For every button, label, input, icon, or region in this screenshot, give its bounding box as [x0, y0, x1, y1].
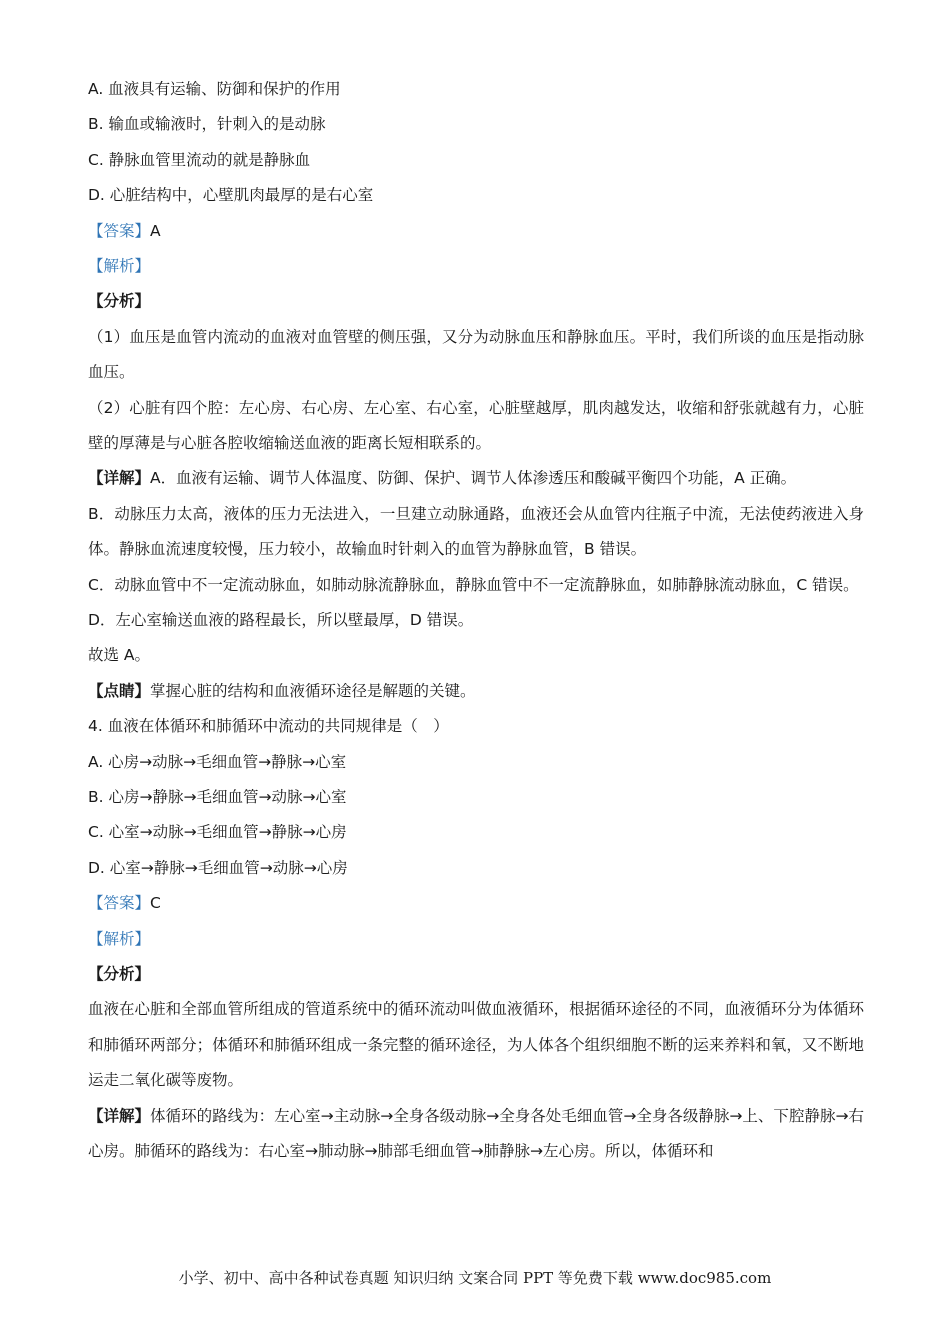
answer-label: 【答案】 [88, 221, 151, 240]
q3-option-a: A. 血液具有运输、防御和保护的作用 [88, 80, 341, 98]
q3-fenxi-paragraph-1: （1）血压是血管内流动的血液对血管壁的侧压强，又分为动脉血压和静脉血压。平时，我们所谈的血压是指动脉血压。 [88, 327, 864, 382]
answer-value: C [150, 894, 161, 913]
q3-detail-a [88, 461, 864, 496]
q4-question: 4. 血液在体循环和肺循环中流动的共同规律是（ ） [88, 717, 449, 736]
q4-option-d: D. 心室→静脉→毛细血管→动脉→心房 [88, 858, 348, 877]
q3-choose: 故选 A。 [88, 646, 151, 665]
q3-dianjing [88, 674, 864, 709]
fenxi-label: 【分析】 [88, 292, 151, 311]
q4-analysis-heading [88, 922, 864, 957]
analysis-label: 【解析】 [88, 256, 151, 275]
q3-fenxi-heading [88, 284, 864, 319]
q4-fenxi-paragraph: 血液在心脏和全部血管所组成的管道系统中的循环流动叫做血液循环，根据循环途径的不同，血液循环分为体循环和肺循环两部分；体循环和肺循环组成一条完整的循环途径，为人体各个组织细胞不断的运来养料和氧，又不断地运走二氧化碳等废物。 [88, 1000, 864, 1090]
detail-label: 【详解】 [88, 469, 151, 488]
detail-label: 【详解】 [88, 1106, 151, 1125]
q3-analysis-heading [88, 249, 864, 284]
q4-option-a: A. 心房→动脉→毛细血管→静脉→心室 [88, 752, 347, 771]
q4-option-b: B. 心房→静脉→毛细血管→动脉→心室 [88, 787, 347, 806]
detail-text: 体循环的路线为：左心室→主动脉→全身各级动脉→全身各处毛细血管→全身各级静脉→上、下腔静脉→右心房。肺循环的路线为：右心室→肺动脉→肺部毛细血管→肺静脉→左心房。所以，体循环和 [88, 1106, 864, 1160]
q3-option-c: C. 静脉血管里流动的就是静脉血 [88, 150, 311, 169]
footer-text: 小学、初中、高中各种试卷真题 知识归纳 文案合同 PPT 等免费下载 [178, 1269, 633, 1287]
answer-value: A [150, 221, 161, 240]
q3-option-d: D. 心脏结构中，心壁肌肉最厚的是右心室 [88, 186, 374, 205]
q4-detail [88, 1099, 864, 1170]
dianjing-label: 【点睛】 [88, 681, 151, 700]
q4-fenxi-heading [88, 957, 864, 992]
q3-detail-d: D．左心室输送血液的路程最长，所以壁最厚，D 错误。 [88, 610, 474, 629]
page-footer [0, 1267, 950, 1288]
q3-fenxi-paragraph-2: （2）心脏有四个腔：左心房、右心房、左心室、右心室，心脏壁越厚，肌肉越发达，收缩和舒张就越有力，心脏壁的厚薄是与心脏各腔收缩输送血液的距离长短相联系的。 [88, 398, 864, 452]
q3-detail-c: C．动脉血管中不一定流动脉血，如肺动脉流静脉血，静脉血管中不一定流静脉血，如肺静脉流动脉血，C 错误。 [88, 575, 859, 594]
detail-a-text: A．血液有运输、调节人体温度、防御、保护、调节人体渗透压和酸碱平衡四个功能，A 正确。 [150, 469, 797, 488]
document-body [88, 72, 864, 1169]
dianjing-text: 掌握心脏的结构和血液循环途径是解题的关键。 [150, 681, 476, 700]
q4-option-c: C. 心室→动脉→毛细血管→静脉→心房 [88, 823, 347, 842]
footer-link[interactable]: www.doc985.com [637, 1269, 772, 1287]
q3-option-b: B. 输血或输液时，针刺入的是动脉 [88, 115, 326, 134]
fenxi-label: 【分析】 [88, 964, 151, 983]
q3-detail-b: B．动脉压力太高，液体的压力无法进入，一旦建立动脉通路，血液还会从血管内往瓶子中流，无法使药液进入身体。静脉血流速度较慢，压力较小，故输血时针刺入的血管为静脉血管，B 错误。 [88, 504, 864, 559]
q3-answer [88, 214, 864, 249]
analysis-label: 【解析】 [88, 929, 151, 948]
answer-label: 【答案】 [88, 894, 151, 913]
q4-answer [88, 886, 864, 921]
